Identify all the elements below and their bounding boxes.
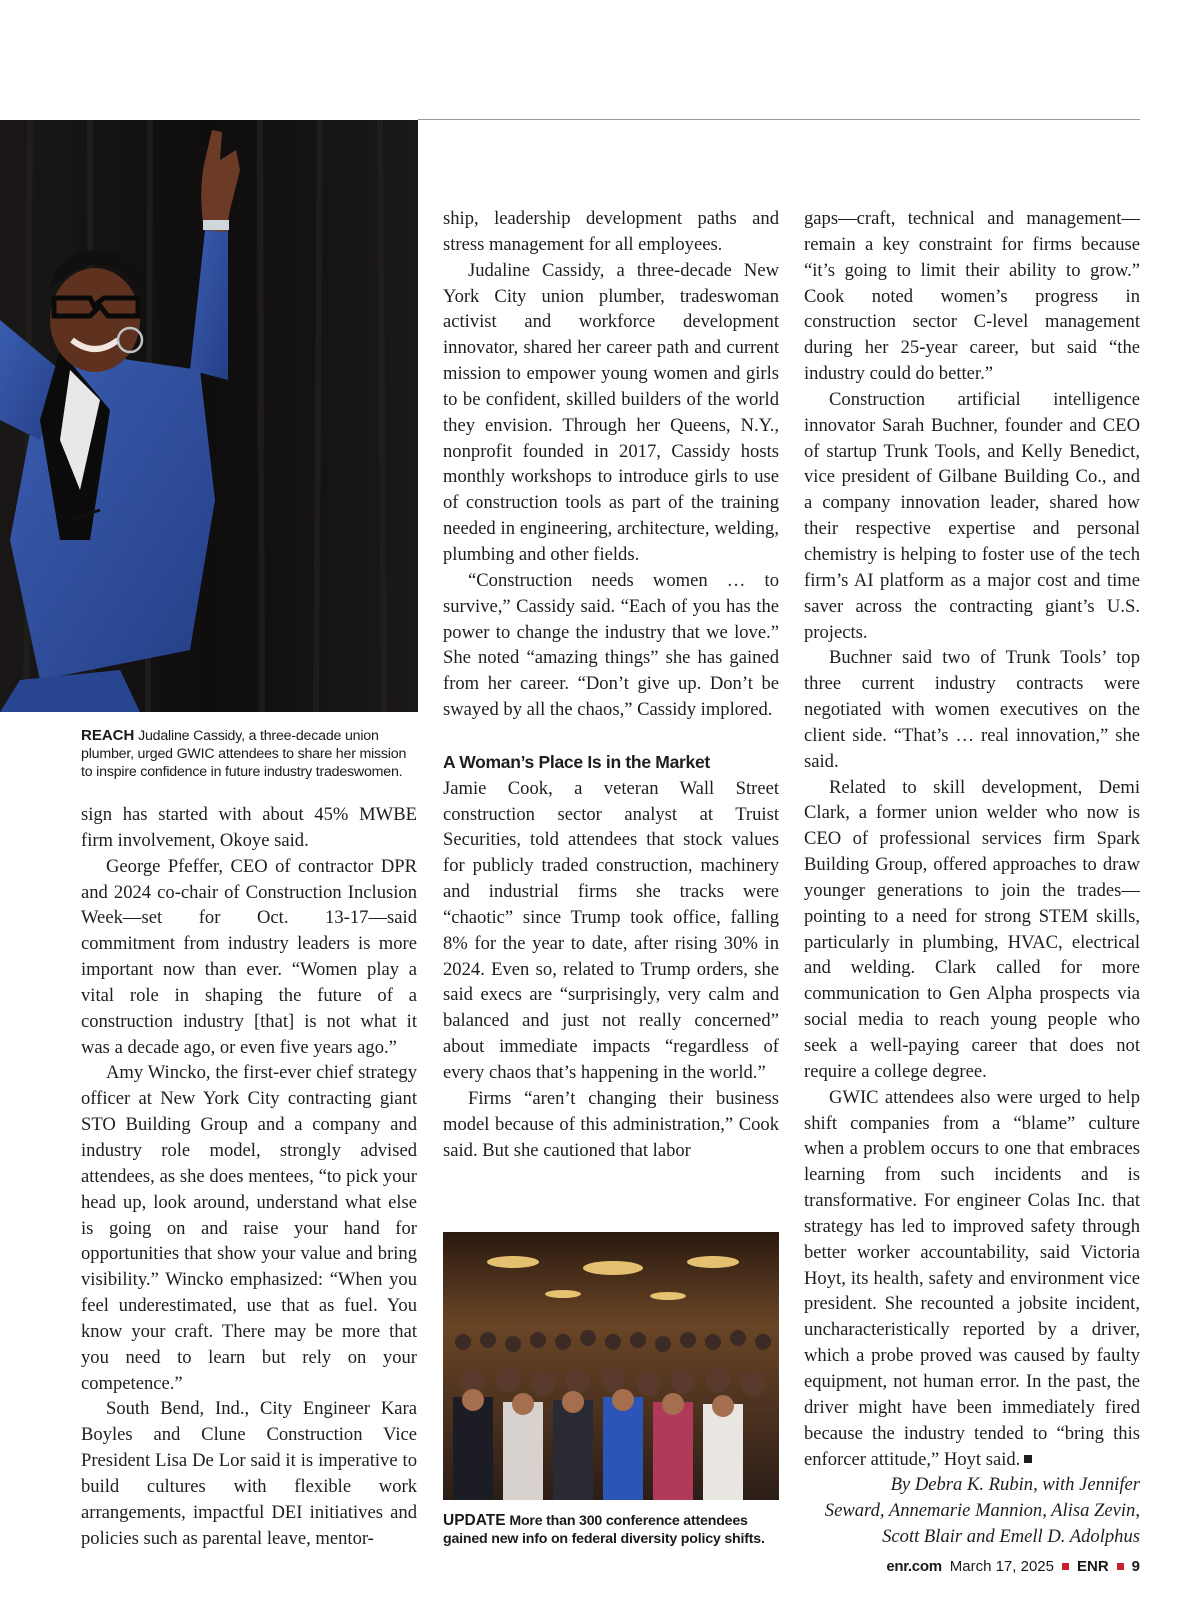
site-url: enr.com <box>886 1558 942 1575</box>
photo-conference-crowd <box>443 1232 779 1500</box>
paragraph: Judaline Cassidy, a three-decade New York City union plumber, tradeswoman activist and workforce development innovator, shared her career path and current mission to empower young women and girls to be confident, skilled builders of the world they envision. Through her Queens, N.Y., nonprofit founded in 2017, Cassidy hosts monthly workshops to introduce girls to use of construction tools as part of the training needed in engineering, architecture, welding, plumbing and other fields. <box>443 259 779 565</box>
magazine-brand: ENR <box>1076 1558 1109 1575</box>
paragraph: Related to skill development, Demi Clark, a former union welder who now is CEO of professional services firm Spark Building Group, offered approaches to draw younger generations to join the trades—pointing to a need for strong STEM skills, particularly in plumbing, HVAC, electrical and welding. Clark called for more communication to Gen Alpha prospects via social media to reach young people who seek a well-paying career that does not require a college degree. <box>804 776 1140 1082</box>
photo-illustration <box>443 1232 779 1500</box>
paragraph: Buchner said two of Trunk Tools’ top three current industry contracts were negotiated with women executives on the client side. “That’s … real innovation,” she said. <box>804 647 1140 772</box>
red-square-icon <box>1117 1563 1124 1570</box>
caption-text: More than 300 conference attendees gained new info on federal diversity policy shifts. <box>443 1513 765 1547</box>
red-square-icon <box>1062 1563 1069 1570</box>
caption-keyword: REACH <box>81 727 135 744</box>
paragraph: “Construction needs women … to survive,” Cassidy said. “Each of you has the power to change the industry that we love.” She noted “amazing things” she has gained from her career. “Don’t give up. Don’t be swayed by all the chaos,” Cassidy implored. <box>443 569 779 721</box>
paragraph-final <box>804 1085 1140 1473</box>
photo-caption-update <box>443 1512 779 1548</box>
caption-keyword: UPDATE <box>443 1512 506 1529</box>
paragraph: Construction artificial intelligence innovator Sarah Buchner, founder and CEO of startup Trunk Tools, and Kelly Benedict, vice president of Gilbane Building Co., and a company innovation leader, shared how their respective expertise and personal chemistry is helping to foster use of the tech firm’s AI platform as a major cost and time saver across the contracting giant’s U.S. projects. <box>804 388 1140 643</box>
paragraph: gaps—craft, technical and management—remain a key constraint for firms because “it’s going to limit their ability to grow.” Cook noted women’s progress in construction sector C-level management during her 25-year career, but said “the industry could do better.” <box>804 208 1140 385</box>
byline: By Debra K. Rubin, with Jennifer Seward, Annemarie Mannion, Alisa Zevin, Scott Blair and Emell D. Adolphus <box>824 1474 1140 1548</box>
photo-illustration <box>0 120 418 712</box>
section-subhead: A Woman’s Place Is in the Market <box>443 751 710 772</box>
paragraph: sign has started with about 45% MWBE firm involvement, Okoye said. <box>81 804 417 851</box>
photo-cassidy-on-stage <box>0 120 418 712</box>
photo-caption-reach <box>81 727 417 781</box>
paragraph: George Pfeffer, CEO of contractor DPR and 2024 co-chair of Construction Inclusion Week—set for Oct. 13-17—said commitment from industry leaders is more important now than ever. “Women play a vital role in shaping the future of a construction industry [that] is not what it was a decade ago, or even five years ago.” <box>81 855 417 1058</box>
paragraph: Amy Wincko, the first-ever chief strategy officer at New York City contracting giant STO Building Group and a company and industry role model, strongly advised attendees, as she does mentees, “to pick your head up, look around, understand what else is going on and raise your hand for opportunities that show your value and bring visibility.” Wincko emphasized: “When you feel underestimated, use that as fuel. You know your craft. There may be more that you need to learn but rely on your competence.” <box>81 1062 417 1394</box>
page-number: 9 <box>1131 1558 1140 1575</box>
issue-date: March 17, 2025 <box>949 1558 1054 1575</box>
paragraph-text: GWIC attendees also were urged to help shift companies from a “blame” culture when a problem occurs to one that embraces learning from such incidents and is transformative. For engineer Colas Inc. that strategy has led to improved safety through better worker accountability, said Victoria Hoyt, its health, safety and environment vice president. She recounted a jobsite incident, uncharacteristically reported by a driver, which a probe proved was caused by faulty equipment, not human error. In the past, the driver might have been immediately fired because the industry tended to “bring this enforcer attitude,” Hoyt said. <box>804 1086 1140 1470</box>
article-column-3 <box>804 206 1140 1550</box>
caption-text: Judaline Cassidy, a three-decade union plumber, urged GWIC attendees to share her mission to inspire confidence in future industry tradeswomen. <box>81 728 407 780</box>
paragraph: ship, leadership development paths and stress management for all employees. <box>443 208 779 255</box>
article-column-1 <box>81 802 417 1551</box>
end-of-story-square-icon <box>1024 1455 1032 1463</box>
paragraph: South Bend, Ind., City Engineer Kara Boyles and Clune Construction Vice President Lisa De Lor said it is imperative to build cultures with flexible work arrangements, impactful DEI initiatives and policies such as parental leave, mentor- <box>81 1398 417 1549</box>
paragraph: Jamie Cook, a veteran Wall Street construction sector analyst at Truist Securities, told attendees that stock values for publicly traded construction, machinery and industrial firms she tracks were “chaotic” since Trump took office, falling 8% for the year to date, after rising 30% in 2024. Even so, related to Trump orders, she said execs are “surprisingly, very calm and balanced and just not really concerned” about immediate impacts “regardless of every chaos that’s happening in the world.” <box>443 777 779 1083</box>
page-footer <box>886 1558 1140 1575</box>
paragraph: Firms “aren’t changing their business model because of this administration,” Cook said. But she cautioned that labor <box>443 1087 779 1161</box>
article-column-2 <box>443 206 779 1163</box>
header-rule <box>418 119 1140 120</box>
